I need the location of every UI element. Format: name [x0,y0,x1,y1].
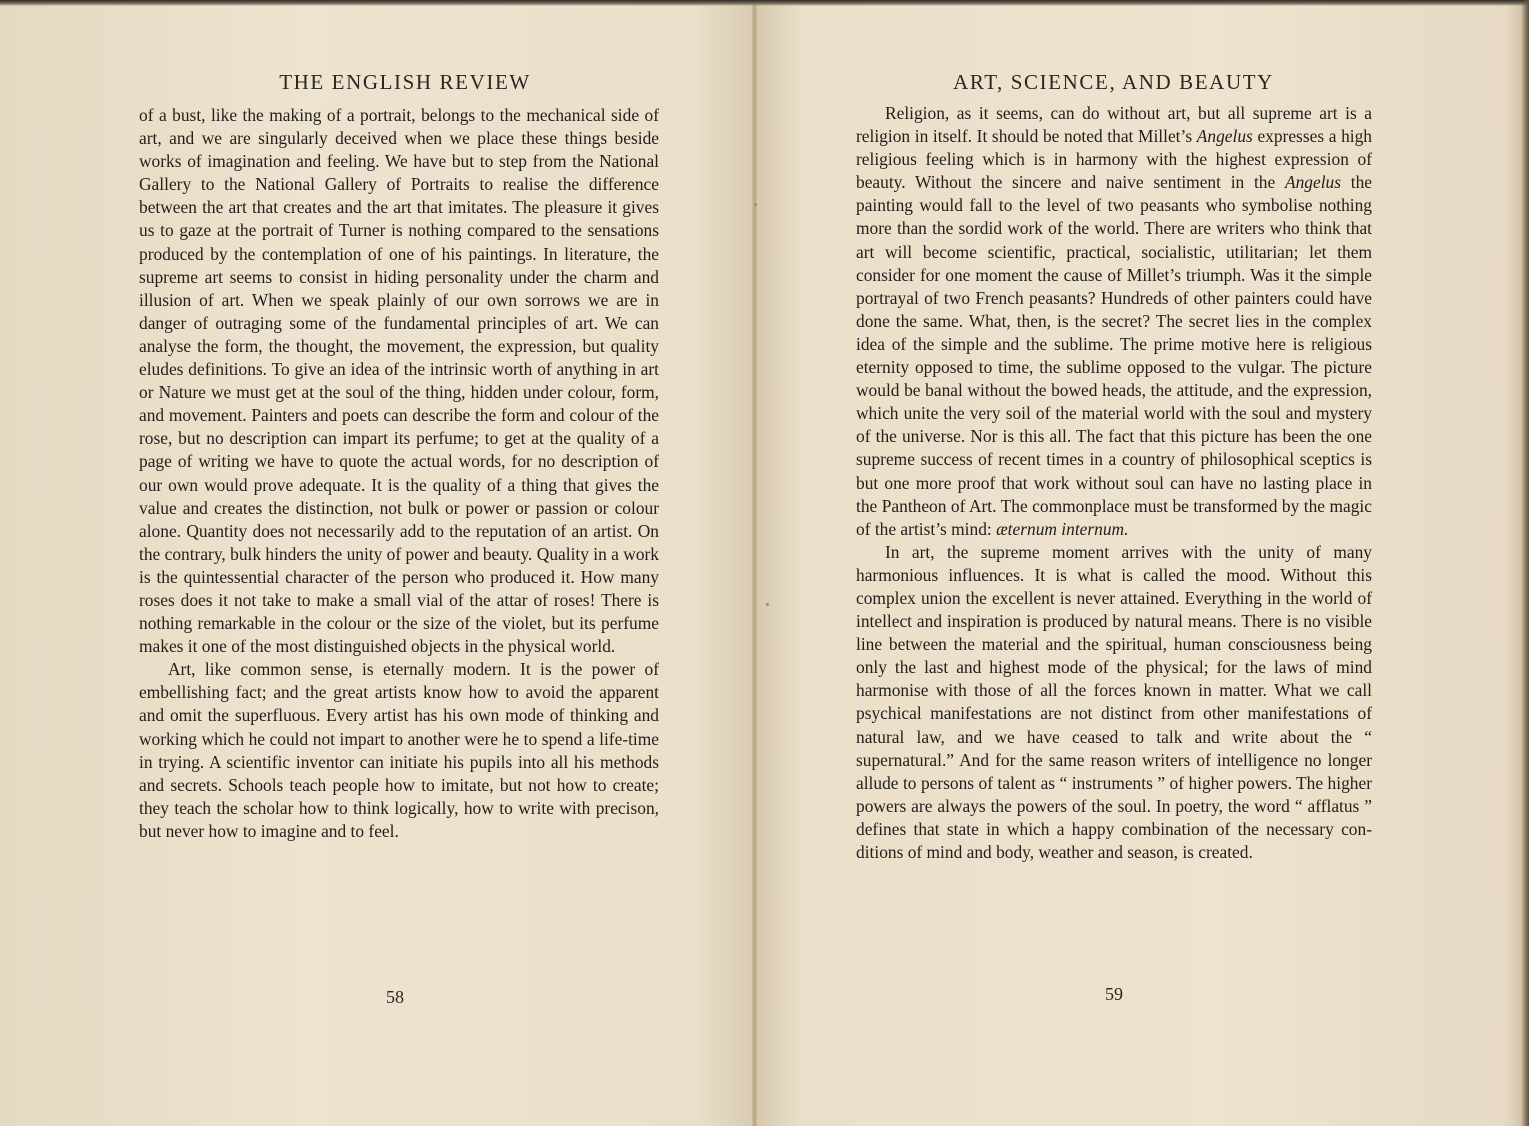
left-page-number: 58 [386,987,404,1007]
right-paragraph-1-text-a: Religion, as it seems, can do without art, but all supreme art is a religion in itself. It should be noted that Millet’s [856,103,1372,147]
right-page-edge [1521,0,1529,1126]
right-paragraph-1-text-c: the painting would fall to the level of two peasants who symbolise nothing more than the sordid work of the world. There are writers who think that art will become scientific, practical, socialistic, utilitarian; let them consider for one moment the cause of Millet’s triumph. Was it the simple portrayal of two French peasants? Hundreds of other painters could have done the same. What, then, is the secret? The secret lies in the complex idea of the simple and the sublime. The prime motive here is religious eternity opposed to time, the sublime opposed to the vulgar. The picture would be banal without the bowed heads, the attitude, and the expression, which unite the very soil of the material world with the soul and mystery of the universe. Nor is this all. The fact that this picture has been the one supreme success of recent times in a country of philosophical sceptics is but one more proof that work without soul can have no lasting place in the Pantheon of Art. The commonplace must be transformed by the magic of the artist’s mind: [856,172,1372,539]
left-running-head: THE ENGLISH REVIEW [279,70,531,94]
paper-speck [766,603,769,606]
right-page-number: 59 [1105,984,1123,1004]
right-paragraph-1-text-b: expresses a high religious feeling which is in harmony with the highest expression of beauty. Without the sincere and naive sentiment in the [856,126,1373,193]
left-paragraph-2: Art, like common sense, is eternally modern. It is the power of embellishing fact; and the great artists know how to avoid the apparent and omit the superfluous. Every artist has his own mode of thinking and working which he could not impart to another were he to spend a life-time in trying. A scientific inventor can initiate his pupils into all his methods and secrets. Schools teach people how to imitate, but not how to create; they teach the scholar how to think logically, how to write with precison, but never how to imagine and to feel. [139,659,659,841]
gutter-fold [752,0,757,1126]
latin-phrase: æternum internum. [996,518,1129,539]
right-body-text [856,102,1372,864]
top-page-edge [0,0,1529,6]
paper-speck [754,203,757,206]
right-page [756,0,1529,1126]
angelus-title-2: Angelus [1284,172,1341,193]
right-running-head: ART, SCIENCE, AND BEAUTY [953,70,1274,94]
angelus-title: Angelus [1196,126,1253,147]
right-paragraph-2: In art, the supreme moment arrives with the unity of many harmonious influences. It is what is called the mood. Without this complex union the excellent is never attained. Everything in the world of intellect and inspiration is produced by natural means. There is no visible line between the material and the spiritual, human consciousness being only the last and highest mode of the physical; for the laws of mind harmonise with those of all the forces known in matter. What we call psychical manifestations are not distinct from other manifestations of natural law, and we have ceased to talk and write about the “ supernatural.” And for the same reason writers of intelligence no longer allude to persons of talent as “ instruments ” of higher powers. The higher powers are always the powers of the soul. In poetry, the word “ afflatus ” defines that state in which a happy combination of the necessary conditions of mind and body, weather and season, is created. [856,541,1372,862]
left-body-text [139,104,659,843]
left-paragraph-1: of a bust, like the making of a portrait, belongs to the mechanical side of art, and we are singularly deceived when we place these things beside works of imagination and feeling. We have but to step from the National Gallery to the National Gallery of Portraits to realise the difference between the art that creates and the art that imitates. The pleasure it gives us to gaze at the portrait of Turner is nothing compared to the sensations produced by the contemplation of one of his paintings. In literature, the supreme art seems to consist in hiding personality under the charm and illusion of art. When we speak plainly of our own sorrows we are in danger of outraging some of the fundamental principles of art. We can analyse the form, the thought, the movement, the expression, but quality eludes definitions. To give an idea of the intrinsic worth of anything in art or Nature we must get at the soul of the thing, hidden under colour, form, and movement. Painters and poets can describe the form and colour of the rose, but no description can impart its perfume; to get at the quality of a page of writing we have to quote the actual words, for no description of our own would prove adequate. It is the quality of a thing that gives the value and creates the distinction, not bulk or power or passion or colour alone. Quantity does not necessarily add to the reputation of an artist. On the contrary, bulk hinders the unity of power and beauty. Quality in a work is the quintessential character of the person who produced it. How many roses does it not take to make a small vial of the attar of roses! There is nothing remarkable in the colour or the size of the violet, but its perfume makes it one of the most distinguished objects in the physical world. [139,105,659,657]
right-paragraph-1 [856,102,1372,541]
left-page [0,0,754,1126]
